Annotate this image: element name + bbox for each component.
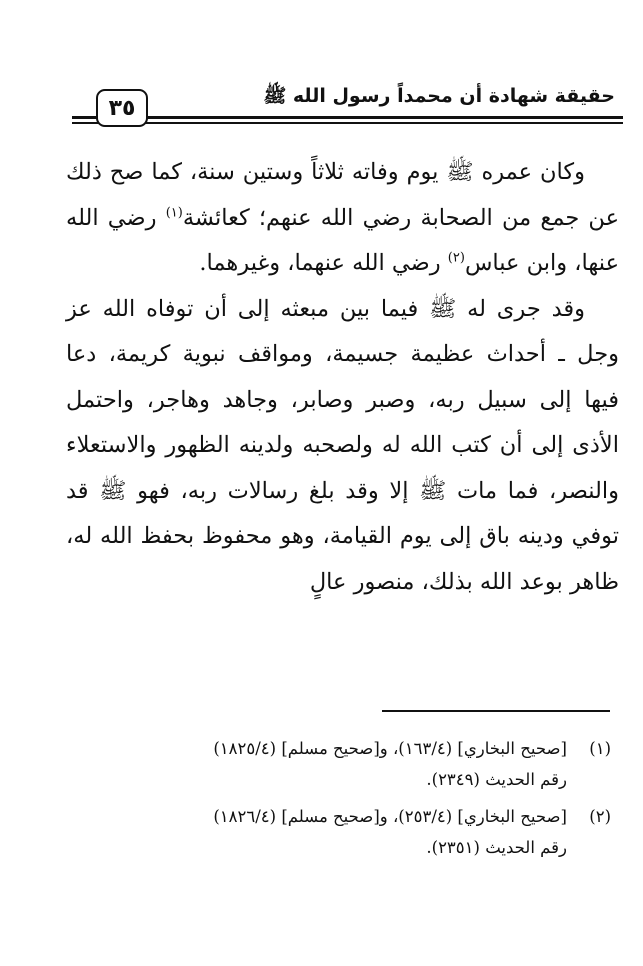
footnote-line: رقم الحديث (٢٣٤٩).: [426, 770, 567, 789]
header-rule-thin: [72, 122, 623, 124]
header-rule-thick: [72, 116, 623, 119]
paragraph-1-part-a: وكان عمره ﷺ يوم وفاته ثلاثاً وستين سنة، كما صح ذلك عن جمع من الصحابة رضي الله عنهم؛ كعائشة: [66, 159, 619, 231]
footnote-number: (١): [589, 739, 611, 758]
paragraph-1: [66, 150, 619, 287]
paragraph-1-part-c: رضي الله عنهما، وغيرهما.: [199, 250, 448, 276]
page-header: [0, 0, 643, 130]
footnote-ref-2[interactable]: (٢): [447, 250, 465, 266]
page-number-stem: [72, 116, 98, 119]
footnote-2: [66, 801, 611, 863]
footnote-1: [66, 733, 611, 795]
footnote-line: رقم الحديث (٢٣٥١).: [426, 838, 567, 857]
paragraph-2: وقد جرى له ﷺ فيما بين مبعثه إلى أن توفاه الله عز وجل ـ أحداث عظيمة جسيمة، ومواقف نبوية كريمة، دعا فيها إلى سبيل ربه، وصبر وصابر، وجاهد وهاجر، واحتمل الأذى إلى أن كتب الله له ولصحبه ولدينه الظهور والاستعلاء والنصر، فما مات ﷺ إلا وقد بلغ رسالات ربه، فهو ﷺ قد توفي ودينه باق إلى يوم القيامة، وهو محفوظ بحفظ الله له، ظاهر بوعد الله بذلك، منصور عالٍ: [66, 295, 619, 595]
page-number: ٣٥: [96, 89, 148, 127]
footnote-line: [صحيح البخاري] (١٦٣/٤)، و[صحيح مسلم] (١٨٢٥/٤): [213, 739, 567, 758]
running-title: حقيقة شهادة أن محمداً رسول الله ﷺ: [263, 85, 615, 107]
footnotes: [66, 733, 611, 869]
paragraph-1-part-b: رضي الله عنها، وابن عباس: [66, 204, 619, 276]
footnote-separator: [382, 710, 610, 712]
footnote-ref-1[interactable]: (١): [165, 205, 183, 220]
footnote-number: (٢): [589, 807, 611, 826]
footnote-line: [صحيح البخاري] (٢٥٣/٤)، و[صحيح مسلم] (١٨٢٦/٤): [213, 807, 567, 826]
main-text: [66, 150, 619, 605]
